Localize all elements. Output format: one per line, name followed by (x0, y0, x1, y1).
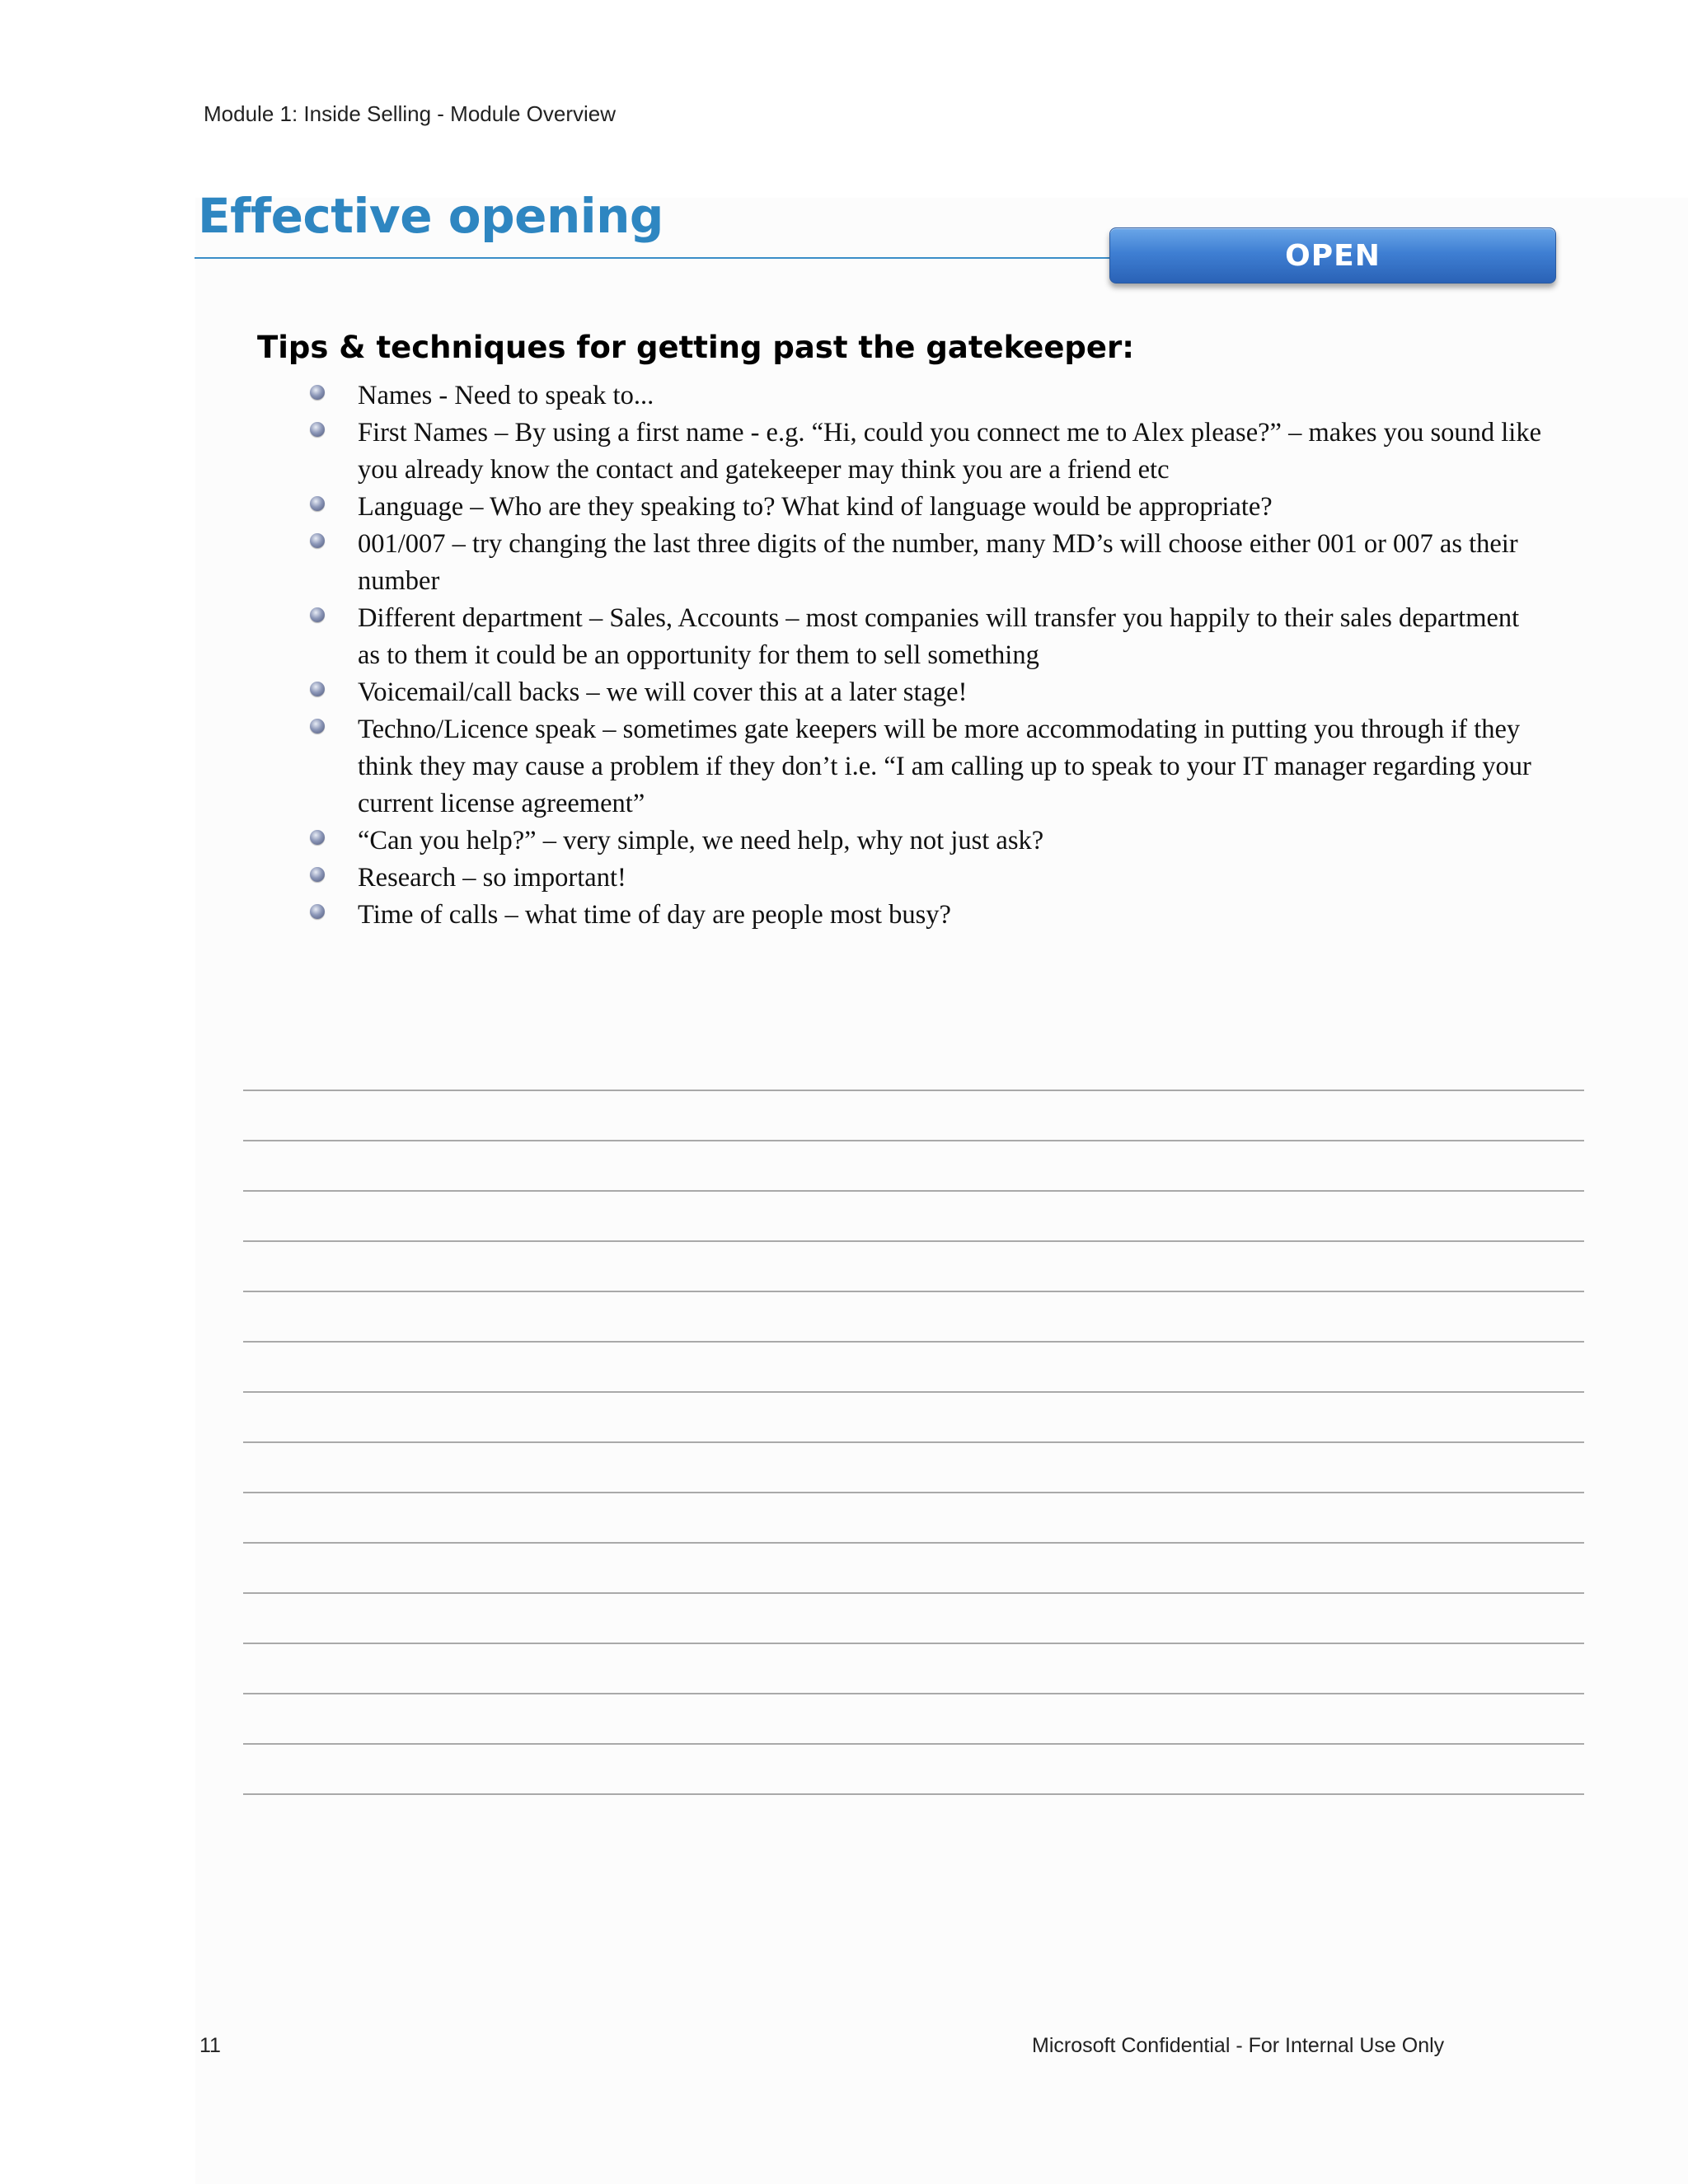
bullet-icon (310, 904, 325, 919)
tip-text: Voicemail/call backs – we will cover this at a later stage! (358, 677, 968, 707)
note-line (243, 1743, 1584, 1793)
bullet-icon (310, 496, 325, 511)
note-line (243, 1240, 1584, 1291)
tip-item (305, 377, 1541, 415)
tips-subheading: Tips & techniques for getting past the gatekeeper: (257, 330, 1135, 365)
tip-item (305, 897, 1541, 934)
bullet-icon (310, 533, 325, 548)
tip-text: Different department – Sales, Accounts – most companies will transfer you happily to their sales department as to them it could be an opportunity for them to sell something (358, 603, 1520, 670)
note-line (243, 1190, 1584, 1240)
tip-text: Techno/Licence speak – sometimes gate keepers will be more accommodating in putting you through if they think they may cause a problem if they don’t i.e. “I am calling up to speak to your IT manager regarding your current license agreement” (358, 715, 1531, 818)
running-header: Module 1: Inside Selling - Module Overview (204, 101, 617, 126)
note-line (243, 1090, 1584, 1140)
tips-list (305, 377, 1541, 934)
bullet-icon (310, 422, 325, 437)
note-line (243, 1542, 1584, 1592)
note-line (243, 1492, 1584, 1542)
note-line (243, 1643, 1584, 1693)
tip-item (305, 860, 1541, 897)
tip-text: “Can you help?” – very simple, we need help, why not just ask? (358, 826, 1044, 855)
tip-item (305, 600, 1541, 674)
note-line (243, 1693, 1584, 1743)
section-title: Effective opening (198, 188, 663, 244)
page-number: 11 (199, 2034, 221, 2057)
note-line (243, 1793, 1584, 1844)
note-line (243, 1140, 1584, 1190)
tip-item (305, 415, 1541, 489)
note-line (243, 1391, 1584, 1441)
tip-text: First Names – By using a first name - e.g. “Hi, could you connect me to Alex please?” – makes you sound like you already know the contact and gatekeeper may think you are a friend etc (358, 418, 1541, 485)
tip-item (305, 489, 1541, 526)
bullet-icon (310, 867, 325, 882)
tip-text: Names - Need to speak to... (358, 381, 654, 410)
note-line (243, 1341, 1584, 1391)
tip-item (305, 823, 1541, 860)
bullet-icon (310, 830, 325, 845)
note-line (243, 1291, 1584, 1341)
title-underline (195, 257, 1109, 259)
tip-item (305, 711, 1541, 823)
tip-text: 001/007 – try changing the last three digits of the number, many MD’s will choose either 001 or 007 as their number (358, 529, 1518, 596)
bullet-icon (310, 607, 325, 622)
tip-text: Time of calls – what time of day are people most busy? (358, 900, 951, 930)
note-line (243, 1441, 1584, 1492)
note-line (243, 1592, 1584, 1643)
bullet-icon (310, 385, 325, 400)
notes-area (243, 1090, 1584, 1844)
open-badge: OPEN (1109, 227, 1556, 284)
tip-text: Language – Who are they speaking to? What kind of language would be appropriate? (358, 492, 1273, 522)
tip-item (305, 526, 1541, 600)
tip-text: Research – so important! (358, 863, 626, 893)
footer-confidentiality: Microsoft Confidential - For Internal Use Only (1032, 2034, 1445, 2057)
bullet-icon (310, 682, 325, 696)
tip-item (305, 674, 1541, 711)
bullet-icon (310, 719, 325, 733)
